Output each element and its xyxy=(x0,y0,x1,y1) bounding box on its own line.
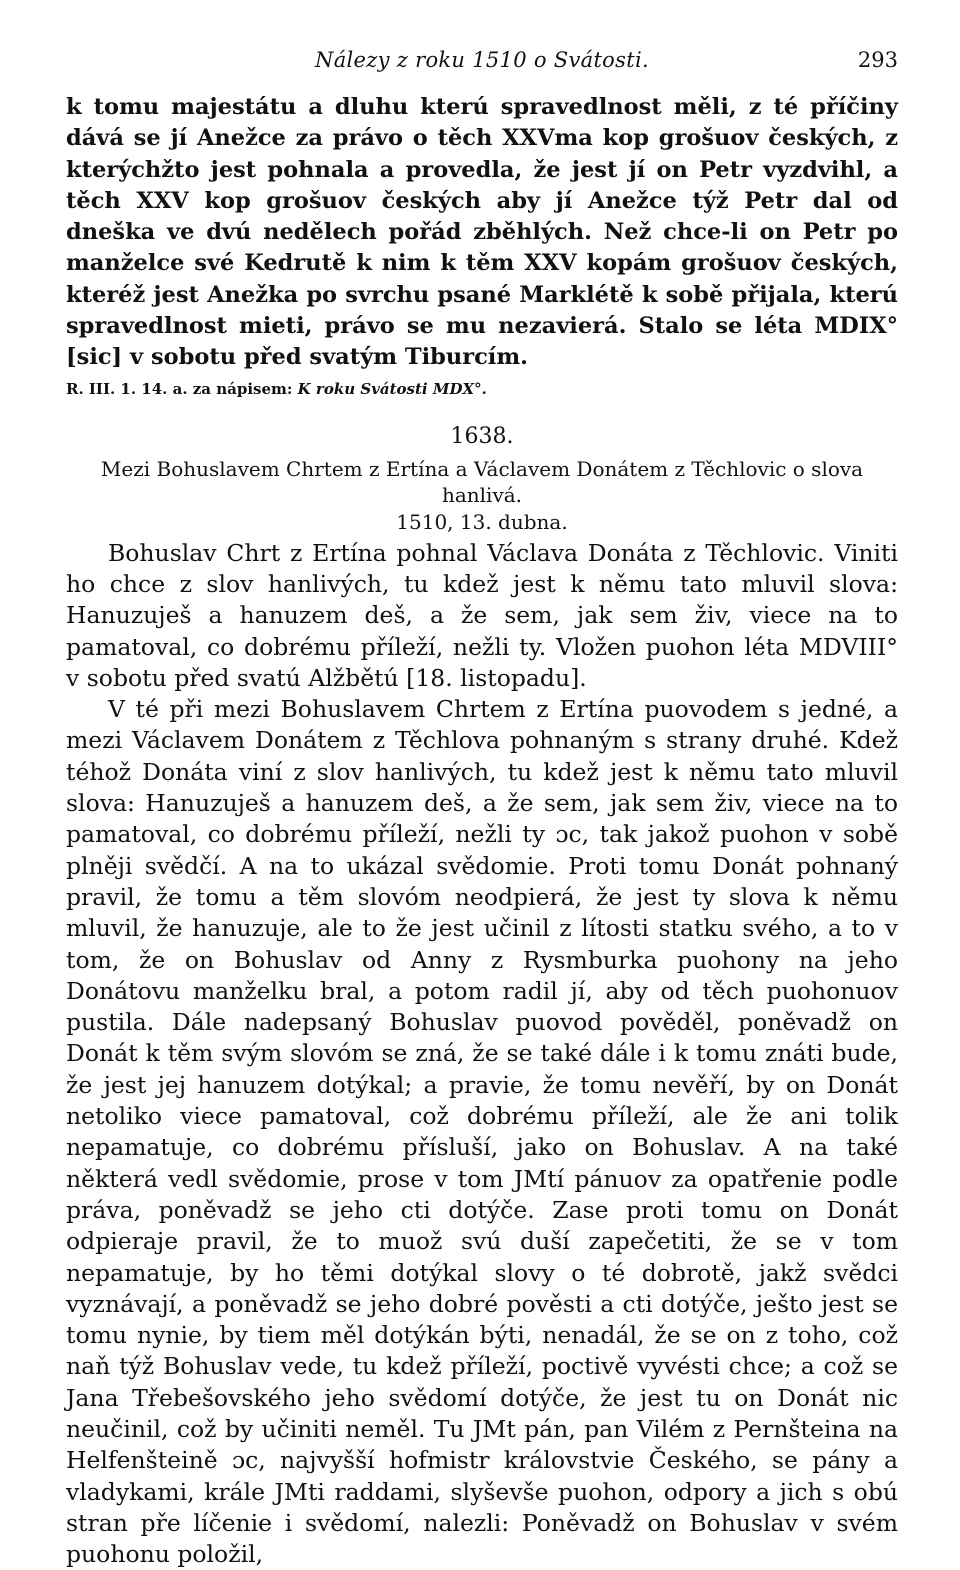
source-note-inscription: K roku Svátosti MDX°. xyxy=(297,379,487,398)
source-note xyxy=(66,378,898,400)
document-paragraph-1: Bohuslav Chrt z Ertína pohnal Václava Donáta z Těchlovic. Viniti ho chce z slov hanlivých, tu kdež jest k němu tato mluvil slova: Hanuzuješ a hanuzem deš, a že sem, jak sem živ, viece na to pamatoval, co dobrému příleží, nežli ty. Vložen puohon léta MDVIII° v sobotu před svatú Alžbětú [18. listopadu]. xyxy=(66,538,898,692)
running-title: Nálezy z roku 1510 o Svátosti. xyxy=(315,48,649,72)
document-number: 1638. xyxy=(450,423,514,449)
page-header xyxy=(66,48,898,78)
page-number: 293 xyxy=(857,48,898,72)
document-summary: Mezi Bohuslavem Chrtem z Ertína a Václavem Donátem z Těchlovic o slova hanlivá. xyxy=(100,456,864,507)
body-text xyxy=(66,92,898,1570)
continuation-paragraph: k tomu majestátu a dluhu kterú spravedlnost měli, z té příčiny dává se jí Anežce za právo o těch XXVma kop grošuov českých, z kterýchžto jest pohnala a provedla, že jest jí on Petr vyzdvihl, a těch XXV kop grošuov českých aby jí Anežce týž Petr dal od dneška ve dvú nedělech pořád zběhlých. Než chce-li on Petr po manželce své Kedrutě k nim k těm XXV kopám grošuov českých, kteréž jest Anežka po svrchu psané Marklétě k sobě přijala, kterú spravedlnost mieti, právo se mu nezavierá. Stalo se léta MDIX° [sic] v sobotu před svatým Tiburcím. xyxy=(66,94,898,371)
document-paragraph-2: V té při mezi Bohuslavem Chrtem z Ertína puovodem s jedné, a mezi Václavem Donátem z Těchlova pohnaným s strany druhé. Kdež téhož Donáta viní z slov hanlivých, tu kdež jest k němu tato mluvil slova: Hanuzuješ a hanuzem deš, a že sem, jak sem živ, viece na to pamatoval, co dobrému příleží, nežli ty ɔc, tak jakož puohon v sobě plněji svědčí. A na to ukázal svědomie. Proti tomu Donát pohnaný pravil, že tomu a těm slovóm neodpierá, že jest ty slova k němu mluvil, že hanuzuje, ale to že jest učinil z lítosti statku svého, a to v tom, že on Bohuslav od Anny z Rysmburka puohony na jeho Donátovu manželku bral, a potom radil jí, aby od těch puohonuov pustila. Dále nadepsaný Bohuslav puovod pověděl, poněvadž on Donát k těm svým slovóm se zná, že se také dále i k tomu znáti bude, že jest jej hanuzem dotýkal; a pravie, že tomu nevěří, by on Donát netoliko viece pamatoval, což dobrému příleží, ale že ani tolik nepamatuje, co dobrému přísluší, jako on Bohuslav. A na také některá vedl svědomie, prose v tom JMtí pánuov za opatřenie podle práva, poněvadž se jeho cti dotýče. Zase proti tomu on Donát odpieraje pravil, že to muož svú duší zapečetiti, že se v tom nepamatuje, by ho těmi dotýkal slovy o té dobrotě, jakž svědci vyznávají, a poněvadž se jeho dobré pověsti a cti dotýče, ješto jest se tomu nynie, by tiem měl dotýkán býti, nenadál, že se on z toho, což naň týž Bohuslav vede, tu kdež příleží, poctivě vyvésti chce; a což se Jana Třebešovského jeho svědomí dotýče, že jest tu on Donát nic neučinil, což by učiniti neměl. Tu JMt pán, pan Vilém z Pernšteina na Helfenšteině ɔc, najvyšší hofmistr královstvie Českého, se pány a vladykami, krále JMti raddami, slyševše puohon, odpory a jich s obú stran pře líčenie i svědomí, nalezli: Poněvadž on Bohuslav v svém puohonu položil, xyxy=(66,695,898,1569)
document-date: 1510, 13. dubna. xyxy=(396,509,568,534)
source-note-prefix: R. III. 1. 14. a. za nápisem: xyxy=(66,379,293,398)
